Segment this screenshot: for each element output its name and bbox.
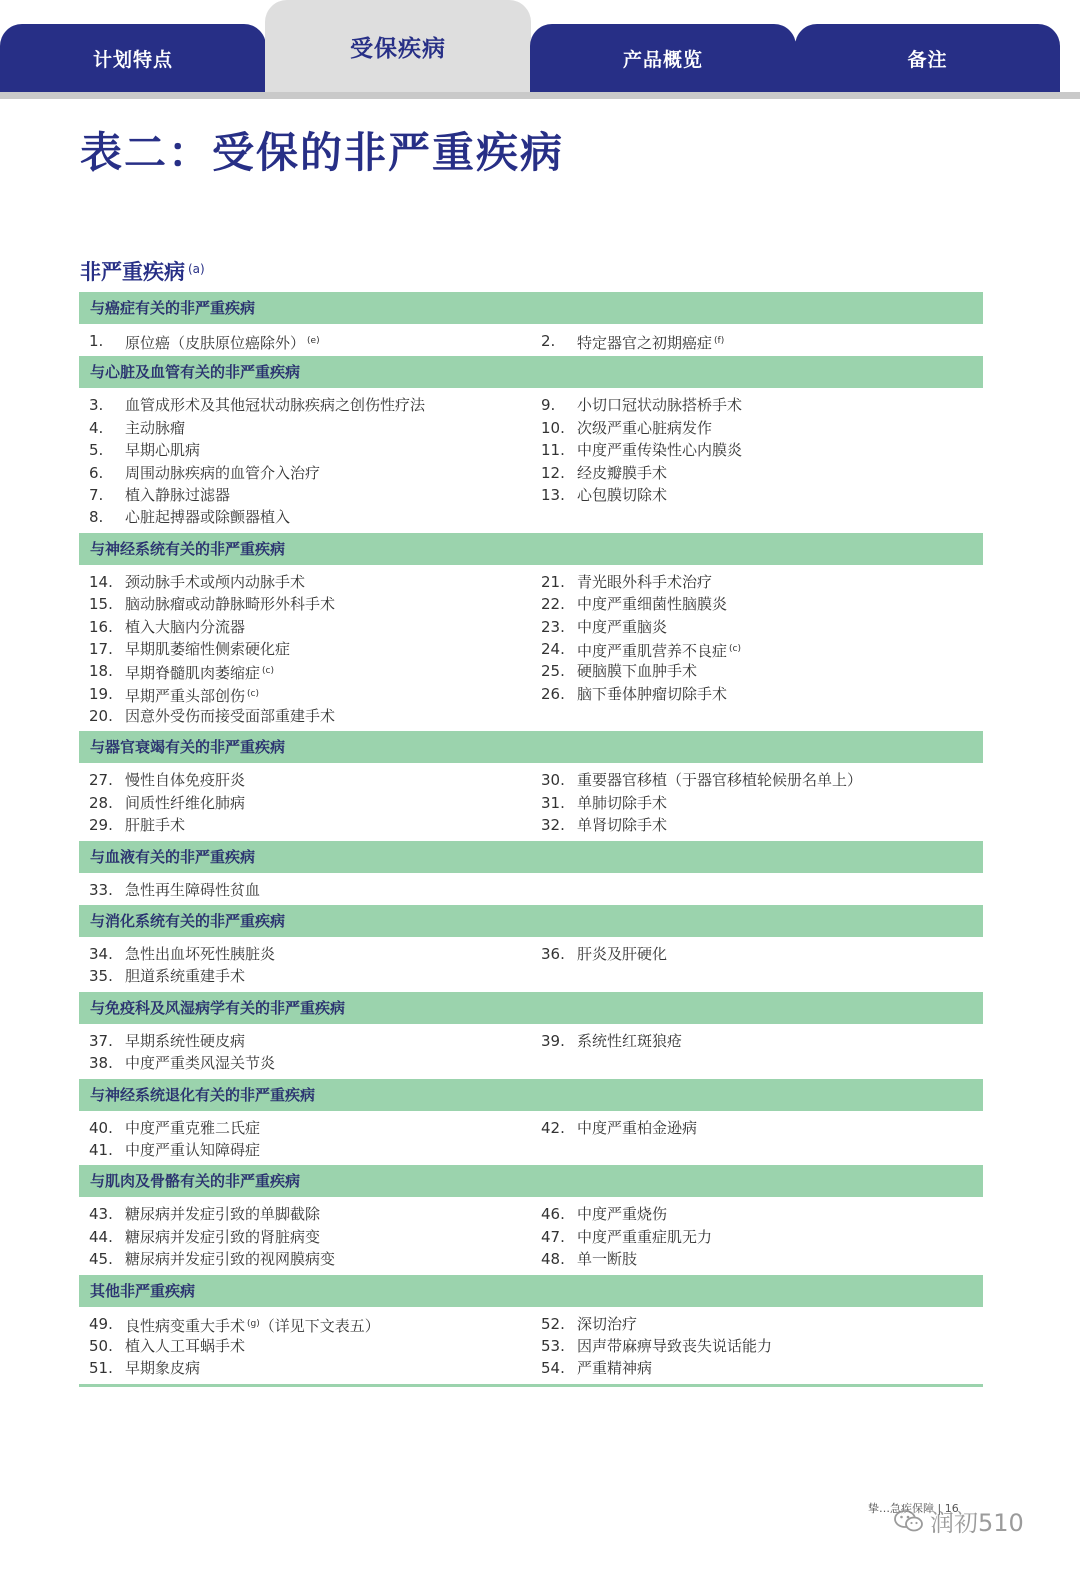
illness-item	[531, 814, 983, 836]
illness-item	[531, 394, 983, 416]
illness-name-text: 脑下垂体肿瘤切除手术	[577, 684, 728, 703]
illness-name	[125, 1203, 320, 1225]
illness-name	[125, 683, 259, 705]
illness-number: 40.	[89, 1118, 113, 1137]
illness-item	[531, 330, 983, 352]
illness-item	[79, 1226, 531, 1248]
illness-name	[577, 593, 727, 615]
illness-item	[531, 769, 983, 791]
illness-name-text: 血管成形术及其他冠状动脉疾病之创伤性疗法	[125, 396, 426, 415]
illness-name	[577, 571, 712, 593]
illness-number: 13.	[541, 485, 565, 504]
illness-name-text: 单一断肢	[577, 1250, 638, 1269]
right-column	[531, 394, 983, 528]
category-header: 与消化系统有关的非严重疾病	[79, 905, 983, 937]
category-items	[79, 1307, 983, 1384]
illness-item	[79, 965, 531, 987]
left-column	[79, 571, 531, 728]
illness-name-text: 中度严重重症肌无力	[577, 1227, 713, 1246]
illness-name	[125, 705, 335, 727]
illness-item	[79, 814, 531, 836]
illness-number: 24.	[541, 639, 565, 658]
illness-name-text: 肝炎及肝硬化	[577, 945, 668, 964]
illness-item	[531, 1313, 983, 1335]
illness-name-text: 早期严重头部创伤	[125, 686, 246, 705]
illness-name-text: 糖尿病并发症引致的视网膜病变	[125, 1250, 336, 1269]
illness-name	[577, 1335, 772, 1357]
illness-number: 2.	[541, 332, 556, 350]
illness-name	[577, 660, 697, 682]
illness-name	[125, 1248, 335, 1270]
illness-item	[531, 638, 983, 660]
illness-number: 47.	[541, 1227, 565, 1246]
illness-name	[125, 593, 335, 615]
illness-item	[79, 616, 531, 638]
illness-name-text: 胆道系统重建手术	[125, 967, 246, 986]
illness-number: 46.	[541, 1205, 565, 1224]
illness-name	[577, 1248, 637, 1270]
illness-name-text: 系统性红斑狼疮	[577, 1031, 683, 1050]
illness-number: 27.	[89, 771, 113, 790]
left-column	[79, 943, 531, 988]
illness-name-text: 单肺切除手术	[577, 793, 668, 812]
illness-name	[577, 769, 862, 791]
illness-name	[125, 1357, 200, 1379]
illness-name-text: 植入静脉过滤器	[125, 485, 231, 504]
left-column	[79, 879, 531, 901]
illness-name-text: 经皮瓣膜手术	[577, 463, 668, 482]
illness-number: 48.	[541, 1250, 565, 1269]
illness-number: 23.	[541, 617, 565, 636]
illness-number: 18.	[89, 662, 113, 681]
category-header: 与肌肉及骨骼有关的非严重疾病	[79, 1165, 983, 1197]
illness-number: 36.	[541, 945, 565, 964]
illness-name	[125, 1226, 320, 1248]
illness-name-text: 中度严重传染性心内膜炎	[577, 441, 743, 460]
illness-name-text: 硬脑膜下血肿手术	[577, 662, 698, 681]
illness-number: 42.	[541, 1118, 565, 1137]
illness-item	[79, 1139, 531, 1161]
illness-number: 29.	[89, 816, 113, 835]
page-title: 表二：受保的非严重疾病	[80, 128, 565, 177]
illness-name-text: 中度严重肌营养不良症	[577, 641, 728, 660]
illness-name-text: 中度严重类风湿关节炎	[125, 1054, 276, 1073]
section-title-text: 非严重疾病	[80, 260, 185, 284]
illness-item	[79, 683, 531, 705]
top-tab-bar	[0, 0, 1080, 100]
footnote-marker: (c)	[247, 688, 259, 699]
illness-name-text: 中度严重脑炎	[577, 617, 668, 636]
illness-item	[79, 660, 531, 682]
illness-name-text: 原位癌（皮肤原位癌除外）	[125, 334, 306, 352]
right-column	[531, 1203, 983, 1270]
illness-number: 7.	[89, 485, 104, 504]
illness-number: 28.	[89, 793, 113, 812]
tab-covered-illnesses[interactable]: 受保疾病	[265, 0, 531, 92]
illness-name-text: 早期脊髓肌肉萎缩症	[125, 664, 261, 683]
table-bottom-rule	[79, 1384, 983, 1387]
right-column	[531, 1030, 983, 1075]
right-column	[531, 330, 983, 352]
illness-number: 33.	[89, 880, 113, 899]
right-column	[531, 769, 983, 836]
illness-name	[577, 462, 667, 484]
illness-name	[125, 792, 245, 814]
illness-name	[577, 616, 667, 638]
wechat-icon	[894, 1509, 924, 1533]
illness-name-text: 植入大脑内分流器	[125, 617, 246, 636]
illness-item	[531, 792, 983, 814]
illness-number: 37.	[89, 1031, 113, 1050]
illness-item	[79, 394, 531, 416]
footnote-marker: (c)	[262, 666, 274, 677]
illness-name	[125, 394, 425, 416]
illness-number: 41.	[89, 1140, 113, 1159]
illness-item	[531, 1248, 983, 1270]
right-column	[531, 1117, 983, 1162]
illness-name-text: 特定器官之初期癌症	[577, 334, 713, 352]
illness-name-extra: （详见下文表五）	[259, 1316, 380, 1335]
illness-item	[531, 1030, 983, 1052]
illness-item	[79, 330, 531, 352]
illness-item	[531, 1117, 983, 1139]
illness-name-text: 严重精神病	[577, 1359, 653, 1378]
left-column	[79, 1203, 531, 1270]
illness-number: 16.	[89, 617, 113, 636]
illness-name	[125, 506, 290, 528]
illness-item	[531, 593, 983, 615]
illness-name	[125, 660, 274, 682]
illness-number: 30.	[541, 771, 565, 790]
illness-name-text: 主动脉瘤	[125, 418, 186, 437]
illness-name-text: 小切口冠状动脉搭桥手术	[577, 396, 743, 415]
right-column	[531, 1313, 983, 1380]
illness-table	[79, 292, 983, 1387]
illness-number: 45.	[89, 1250, 113, 1269]
illness-number: 51.	[89, 1359, 113, 1378]
category-items	[79, 388, 983, 532]
illness-number: 49.	[89, 1314, 113, 1333]
category-items	[79, 324, 983, 356]
category-items	[79, 1024, 983, 1079]
illness-item	[79, 571, 531, 593]
illness-number: 10.	[541, 418, 565, 437]
category-header: 与神经系统有关的非严重疾病	[79, 533, 983, 565]
section-title	[80, 256, 205, 286]
tab-bar-underline	[0, 92, 1080, 99]
illness-item	[79, 1030, 531, 1052]
illness-name-text: 深切治疗	[577, 1314, 638, 1333]
illness-number: 9.	[541, 396, 556, 415]
illness-name	[125, 943, 275, 965]
illness-item	[531, 616, 983, 638]
illness-name	[577, 683, 727, 705]
illness-item	[79, 484, 531, 506]
category-items	[79, 763, 983, 840]
illness-item	[531, 1335, 983, 1357]
illness-item	[531, 1226, 983, 1248]
illness-number: 11.	[541, 441, 565, 460]
illness-number: 14.	[89, 572, 113, 591]
illness-name-text: 中度严重克雅二氏症	[125, 1118, 261, 1137]
illness-name-text: 脑动脉瘤或动静脉畸形外科手术	[125, 595, 336, 614]
illness-number: 1.	[89, 332, 104, 350]
illness-item	[79, 1313, 531, 1335]
illness-number: 17.	[89, 639, 113, 658]
illness-item	[531, 943, 983, 965]
illness-name-text: 因意外受伤而接受面部重建手术	[125, 707, 336, 726]
illness-item	[531, 1203, 983, 1225]
illness-item	[531, 571, 983, 593]
illness-item	[79, 638, 531, 660]
illness-item	[531, 683, 983, 705]
illness-name	[125, 1335, 245, 1357]
illness-number: 34.	[89, 945, 113, 964]
illness-number: 22.	[541, 595, 565, 614]
watermark-text: 润初510	[930, 1509, 1024, 1537]
category-items	[79, 1197, 983, 1274]
left-column	[79, 394, 531, 528]
illness-name-text: 糖尿病并发症引致的肾脏病变	[125, 1227, 321, 1246]
illness-name-text: 糖尿病并发症引致的单脚截除	[125, 1205, 321, 1224]
illness-name-text: 早期肌萎缩性侧索硬化症	[125, 639, 291, 658]
illness-item	[79, 1357, 531, 1379]
illness-name	[125, 1052, 275, 1074]
illness-name	[577, 439, 742, 461]
illness-name-text: 次级严重心脏病发作	[577, 418, 713, 437]
watermark	[894, 1503, 1024, 1538]
tab-plan-features[interactable]: 计划特点	[0, 24, 266, 92]
illness-name	[577, 1357, 652, 1379]
category-header: 与器官衰竭有关的非严重疾病	[79, 731, 983, 763]
illness-item	[79, 1117, 531, 1139]
illness-name-text: 急性再生障碍性贫血	[125, 880, 261, 899]
illness-name	[125, 330, 320, 352]
tab-remarks[interactable]: 备注	[795, 24, 1060, 92]
illness-number: 53.	[541, 1336, 565, 1355]
illness-name	[577, 943, 667, 965]
left-column	[79, 1117, 531, 1162]
illness-item	[79, 439, 531, 461]
illness-name-text: 早期系统性硬皮病	[125, 1031, 246, 1050]
illness-number: 15.	[89, 595, 113, 614]
illness-name-text: 急性出血坏死性胰脏炎	[125, 945, 276, 964]
illness-number: 54.	[541, 1359, 565, 1378]
illness-number: 43.	[89, 1205, 113, 1224]
illness-number: 21.	[541, 572, 565, 591]
left-column	[79, 1030, 531, 1075]
category-header: 其他非严重疾病	[79, 1275, 983, 1307]
illness-number: 3.	[89, 396, 104, 415]
category-header: 与免疫科及风湿病学有关的非严重疾病	[79, 992, 983, 1024]
illness-name	[577, 1203, 667, 1225]
illness-item	[531, 1357, 983, 1379]
illness-number: 39.	[541, 1031, 565, 1050]
illness-name	[577, 330, 724, 352]
illness-name	[125, 462, 320, 484]
illness-name	[125, 965, 245, 987]
illness-item	[531, 660, 983, 682]
illness-name-text: 单肾切除手术	[577, 816, 668, 835]
illness-name	[577, 792, 667, 814]
illness-name	[125, 1139, 260, 1161]
page-footer-note: 挚…急疾保障 | 16	[868, 1502, 959, 1515]
right-column	[531, 943, 983, 988]
illness-name-text: 颈动脉手术或颅内动脉手术	[125, 572, 306, 591]
illness-name	[125, 769, 245, 791]
illness-number: 35.	[89, 967, 113, 986]
footnote-marker: (e)	[307, 336, 320, 346]
illness-number: 50.	[89, 1336, 113, 1355]
illness-name	[125, 814, 185, 836]
illness-item	[79, 879, 531, 901]
illness-item	[531, 439, 983, 461]
illness-name	[577, 638, 741, 660]
left-column	[79, 1313, 531, 1380]
right-column	[531, 879, 983, 901]
illness-name-text: 中度严重细菌性脑膜炎	[577, 595, 728, 614]
illness-item	[79, 1248, 531, 1270]
illness-number: 8.	[89, 508, 104, 527]
illness-number: 32.	[541, 816, 565, 835]
illness-name	[577, 1226, 712, 1248]
illness-item	[79, 417, 531, 439]
illness-name-text: 慢性自体免疫肝炎	[125, 771, 246, 790]
illness-item	[79, 1052, 531, 1074]
illness-name	[125, 1313, 380, 1335]
illness-name-text: 周围动脉疾病的血管介入治疗	[125, 463, 321, 482]
illness-number: 12.	[541, 463, 565, 482]
illness-number: 6.	[89, 463, 104, 482]
category-items	[79, 1111, 983, 1166]
illness-name	[577, 1117, 697, 1139]
illness-number: 25.	[541, 662, 565, 681]
left-column	[79, 769, 531, 836]
illness-number: 44.	[89, 1227, 113, 1246]
left-column	[79, 330, 531, 352]
illness-name-text: 心脏起搏器或除颤器植入	[125, 508, 291, 527]
illness-name	[577, 394, 742, 416]
illness-name	[125, 417, 185, 439]
illness-name	[125, 1117, 260, 1139]
section-title-note: (a)	[188, 262, 205, 276]
illness-name	[577, 1030, 682, 1052]
illness-name	[125, 1030, 245, 1052]
category-header: 与癌症有关的非严重疾病	[79, 292, 983, 324]
illness-name-text: 中度严重柏金逊病	[577, 1118, 698, 1137]
illness-number: 4.	[89, 418, 104, 437]
illness-number: 5.	[89, 441, 104, 460]
category-header: 与血液有关的非严重疾病	[79, 841, 983, 873]
illness-item	[531, 484, 983, 506]
illness-name-text: 因声带麻痹导致丧失说话能力	[577, 1336, 773, 1355]
illness-name-text: 植入人工耳蜗手术	[125, 1336, 246, 1355]
illness-number: 52.	[541, 1314, 565, 1333]
illness-number: 19.	[89, 684, 113, 703]
illness-name	[577, 814, 667, 836]
illness-name-text: 中度严重烧伤	[577, 1205, 668, 1224]
category-items	[79, 873, 983, 905]
illness-name	[125, 484, 230, 506]
illness-name-text: 中度严重认知障碍症	[125, 1140, 261, 1159]
illness-item	[531, 417, 983, 439]
illness-number: 26.	[541, 684, 565, 703]
illness-item	[79, 593, 531, 615]
illness-item	[79, 506, 531, 528]
category-header: 与神经系统退化有关的非严重疾病	[79, 1079, 983, 1111]
illness-name-text: 心包膜切除术	[577, 485, 668, 504]
illness-number: 31.	[541, 793, 565, 812]
illness-item	[531, 462, 983, 484]
illness-number: 38.	[89, 1054, 113, 1073]
illness-name	[577, 417, 712, 439]
footnote-marker: (c)	[729, 643, 741, 654]
illness-name	[125, 571, 305, 593]
illness-item	[79, 769, 531, 791]
illness-name	[125, 439, 200, 461]
illness-item	[79, 1203, 531, 1225]
illness-name-text: 重要器官移植（于器官移植轮候册名单上）	[577, 771, 863, 790]
illness-item	[79, 705, 531, 727]
illness-name	[577, 484, 667, 506]
illness-name-text: 早期象皮病	[125, 1359, 201, 1378]
right-column	[531, 571, 983, 728]
footnote-marker: (g)	[247, 1318, 260, 1329]
illness-item	[79, 792, 531, 814]
illness-name	[125, 638, 290, 660]
illness-name	[125, 616, 245, 638]
footnote-marker: (f)	[714, 336, 725, 346]
illness-item	[79, 943, 531, 965]
category-items	[79, 937, 983, 992]
category-items	[79, 565, 983, 732]
illness-item	[79, 1335, 531, 1357]
illness-name	[577, 1313, 637, 1335]
category-header: 与心脏及血管有关的非严重疾病	[79, 356, 983, 388]
illness-name-text: 间质性纤维化肺病	[125, 793, 246, 812]
tab-product-overview[interactable]: 产品概览	[530, 24, 796, 92]
illness-number: 20.	[89, 707, 113, 726]
illness-name-text: 早期心肌病	[125, 441, 201, 460]
illness-name-text: 良性病变重大手术	[125, 1316, 246, 1335]
illness-name-text: 肝脏手术	[125, 816, 186, 835]
illness-name	[125, 879, 260, 901]
illness-name-text: 青光眼外科手术治疗	[577, 572, 713, 591]
illness-item	[79, 462, 531, 484]
